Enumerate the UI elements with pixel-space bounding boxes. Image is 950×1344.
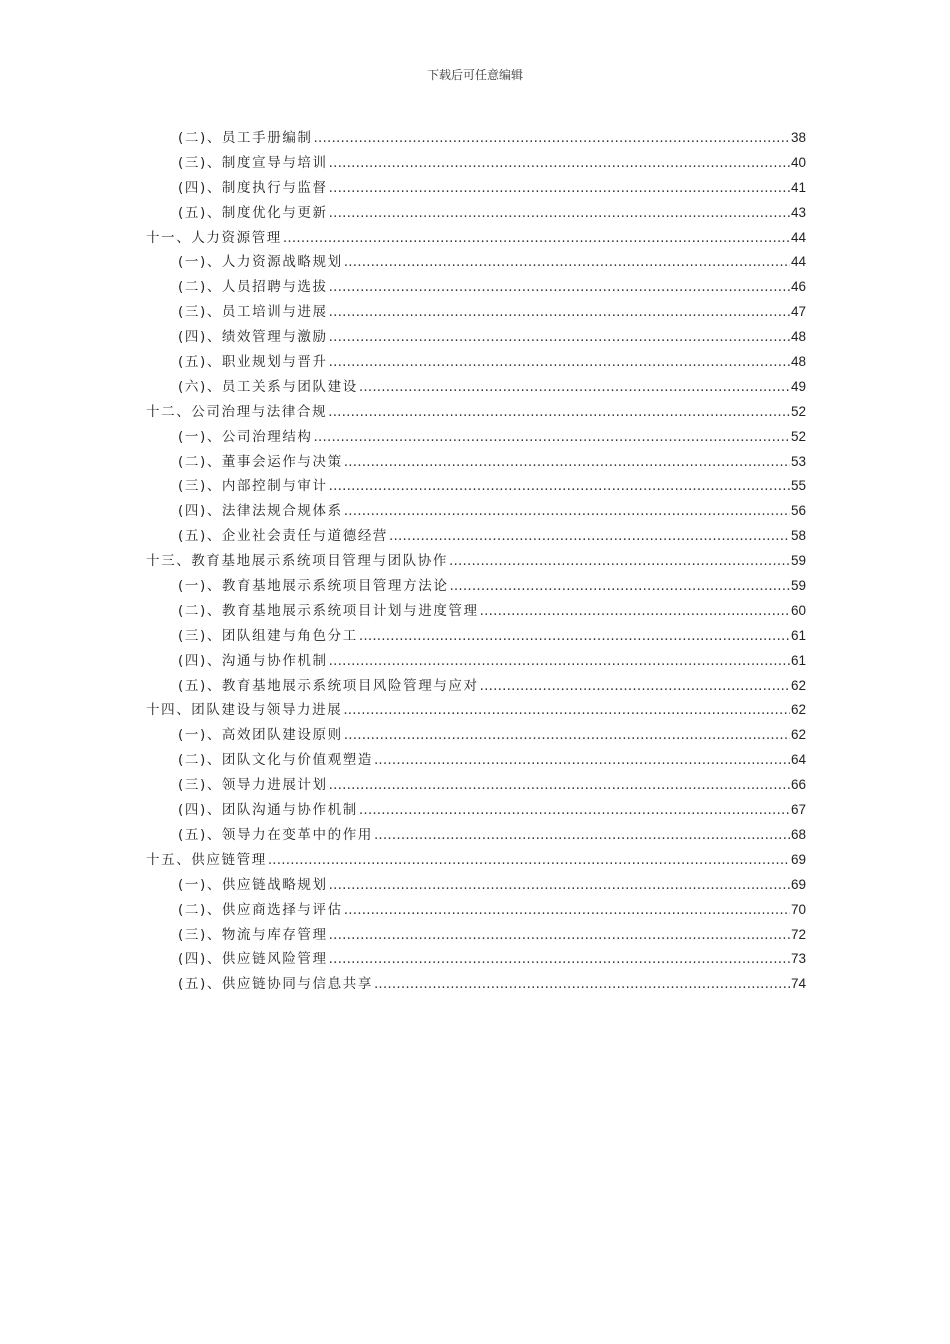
toc-page-number: 74 xyxy=(790,976,806,992)
toc-entry-title: (三)、员工培训与进展 xyxy=(178,304,328,321)
toc-page-number: 70 xyxy=(790,901,806,917)
toc-dot-leader xyxy=(329,300,790,325)
toc-chapter-entry[interactable] xyxy=(146,400,806,425)
toc-section-entry[interactable] xyxy=(178,748,806,773)
toc-dot-leader xyxy=(329,350,790,375)
toc-section-entry[interactable] xyxy=(178,972,806,997)
toc-dot-leader xyxy=(344,898,790,923)
toc-section-entry[interactable] xyxy=(178,300,806,325)
toc-section-entry[interactable] xyxy=(178,425,806,450)
toc-section-entry[interactable] xyxy=(178,873,806,898)
toc-entry-title: (三)、制度宣导与培训 xyxy=(178,154,328,171)
toc-dot-leader xyxy=(449,549,790,574)
toc-entry-title: (五)、领导力在变革中的作用 xyxy=(178,826,373,843)
toc-page-number: 46 xyxy=(790,279,806,295)
toc-entry-title: (二)、教育基地展示系统项目计划与进度管理 xyxy=(178,602,479,619)
toc-page-number: 59 xyxy=(790,553,806,569)
toc-entry-title: 十三、教育基地展示系统项目管理与团队协作 xyxy=(146,553,448,570)
toc-page-number: 62 xyxy=(790,727,806,743)
toc-entry-title: (五)、企业社会责任与道德经营 xyxy=(178,528,389,545)
toc-entry-title: (一)、教育基地展示系统项目管理方法论 xyxy=(178,578,449,595)
toc-entry-title: (四)、制度执行与监督 xyxy=(178,179,328,196)
toc-page-number: 62 xyxy=(790,702,806,718)
toc-section-entry[interactable] xyxy=(178,723,806,748)
toc-page-number: 48 xyxy=(790,329,806,345)
toc-chapter-entry[interactable] xyxy=(146,549,806,574)
toc-dot-leader xyxy=(344,250,790,275)
toc-entry-title: (四)、供应链风险管理 xyxy=(178,951,328,968)
toc-entry-title: (二)、供应商选择与评估 xyxy=(178,901,343,918)
toc-section-entry[interactable] xyxy=(178,250,806,275)
toc-page-number: 49 xyxy=(790,378,806,394)
toc-page-number: 40 xyxy=(790,154,806,170)
toc-entry-title: (六)、员工关系与团队建设 xyxy=(178,378,358,395)
toc-page-number: 68 xyxy=(790,826,806,842)
toc-dot-leader xyxy=(329,151,790,176)
toc-dot-leader xyxy=(329,201,790,226)
toc-dot-leader xyxy=(480,599,790,624)
toc-dot-leader xyxy=(374,972,790,997)
toc-chapter-entry[interactable] xyxy=(146,848,806,873)
toc-dot-leader xyxy=(314,425,790,450)
toc-section-entry[interactable] xyxy=(178,624,806,649)
toc-entry-title: (三)、物流与库存管理 xyxy=(178,926,328,943)
toc-entry-title: (一)、供应链战略规划 xyxy=(178,876,328,893)
toc-dot-leader xyxy=(359,375,790,400)
toc-section-entry[interactable] xyxy=(178,823,806,848)
toc-page-number: 43 xyxy=(790,204,806,220)
toc-dot-leader xyxy=(359,624,790,649)
toc-page-number: 52 xyxy=(790,428,806,444)
toc-page-number: 67 xyxy=(790,802,806,818)
toc-page-number: 61 xyxy=(790,652,806,668)
toc-dot-leader xyxy=(359,798,790,823)
toc-dot-leader xyxy=(329,325,790,350)
toc-dot-leader xyxy=(374,748,790,773)
toc-section-entry[interactable] xyxy=(178,923,806,948)
toc-page-number: 47 xyxy=(790,304,806,320)
toc-entry-title: (四)、绩效管理与激励 xyxy=(178,329,328,346)
toc-dot-leader xyxy=(344,499,790,524)
toc-entry-title: (三)、领导力进展计划 xyxy=(178,777,328,794)
toc-page-number: 60 xyxy=(790,602,806,618)
toc-dot-leader xyxy=(449,574,790,599)
toc-entry-title: (一)、公司治理结构 xyxy=(178,428,313,445)
toc-entry-title: (二)、人员招聘与选拔 xyxy=(178,279,328,296)
toc-dot-leader xyxy=(329,176,790,201)
toc-page-number: 41 xyxy=(790,179,806,195)
toc-page-number: 38 xyxy=(790,130,806,145)
toc-section-entry[interactable] xyxy=(178,649,806,674)
toc-dot-leader xyxy=(374,823,790,848)
toc-dot-leader xyxy=(329,649,790,674)
toc-entry-title: 十二、公司治理与法律合规 xyxy=(146,403,328,420)
toc-entry-title: (四)、沟通与协作机制 xyxy=(178,652,328,669)
toc-page-number: 72 xyxy=(790,926,806,942)
toc-section-entry[interactable] xyxy=(178,325,806,350)
toc-section-entry[interactable] xyxy=(178,275,806,300)
toc-entry-title: 十四、团队建设与领导力进展 xyxy=(146,702,343,719)
toc-section-entry[interactable] xyxy=(178,350,806,375)
toc-section-entry[interactable] xyxy=(178,450,806,475)
toc-dot-leader xyxy=(314,126,790,151)
toc-section-entry[interactable] xyxy=(178,798,806,823)
toc-dot-leader xyxy=(329,275,790,300)
toc-dot-leader xyxy=(344,723,790,748)
table-of-contents xyxy=(0,126,950,997)
toc-dot-leader xyxy=(389,524,790,549)
toc-entry-title: (一)、高效团队建设原则 xyxy=(178,727,343,744)
toc-section-entry[interactable] xyxy=(178,574,806,599)
page-header: 下载后可任意编辑 xyxy=(426,68,523,82)
toc-page-number: 48 xyxy=(790,354,806,370)
toc-entry-title: (三)、内部控制与审计 xyxy=(178,478,328,495)
toc-entry-title: (二)、董事会运作与决策 xyxy=(178,453,343,470)
toc-page-number: 59 xyxy=(790,578,806,594)
toc-dot-leader xyxy=(480,674,790,699)
toc-entry-title: (二)、员工手册编制 xyxy=(178,130,313,146)
toc-entry-title: (五)、供应链协同与信息共享 xyxy=(178,976,373,993)
toc-section-entry[interactable] xyxy=(178,201,806,226)
toc-page-number: 69 xyxy=(790,876,806,892)
toc-page-number: 44 xyxy=(790,254,806,270)
toc-page-number: 58 xyxy=(790,528,806,544)
toc-section-entry[interactable] xyxy=(178,176,806,201)
toc-entry-title: 十五、供应链管理 xyxy=(146,851,267,868)
toc-page-number: 52 xyxy=(790,403,806,419)
toc-section-entry[interactable] xyxy=(178,773,806,798)
toc-section-entry[interactable] xyxy=(178,524,806,549)
toc-section-entry[interactable] xyxy=(178,126,806,151)
toc-dot-leader xyxy=(329,773,790,798)
toc-dot-leader xyxy=(329,873,790,898)
toc-dot-leader xyxy=(329,923,790,948)
toc-entry-title: (四)、团队沟通与协作机制 xyxy=(178,802,358,819)
toc-entry-title: (四)、法律法规合规体系 xyxy=(178,503,343,520)
toc-section-entry[interactable] xyxy=(178,375,806,400)
toc-dot-leader xyxy=(343,698,790,723)
toc-dot-leader xyxy=(344,450,790,475)
toc-page-number: 66 xyxy=(790,777,806,793)
toc-page-number: 44 xyxy=(790,229,806,245)
toc-page-number: 69 xyxy=(790,851,806,867)
toc-section-entry[interactable] xyxy=(178,499,806,524)
toc-section-entry[interactable] xyxy=(178,599,806,624)
toc-page-number: 73 xyxy=(790,951,806,967)
toc-chapter-entry[interactable] xyxy=(146,698,806,723)
toc-page-number: 64 xyxy=(790,752,806,768)
toc-entry-title: 十一、人力资源管理 xyxy=(146,229,282,246)
toc-chapter-entry[interactable] xyxy=(146,226,806,251)
toc-page-number: 56 xyxy=(790,503,806,519)
toc-entry-title: (二)、团队文化与价值观塑造 xyxy=(178,752,373,769)
toc-dot-leader xyxy=(329,947,790,972)
toc-section-entry[interactable] xyxy=(178,674,806,699)
toc-entry-title: (五)、教育基地展示系统项目风险管理与应对 xyxy=(178,677,479,694)
toc-section-entry[interactable] xyxy=(178,474,806,499)
toc-section-entry[interactable] xyxy=(178,947,806,972)
toc-dot-leader xyxy=(268,848,790,873)
toc-page-number: 62 xyxy=(790,677,806,693)
toc-section-entry[interactable] xyxy=(178,151,806,176)
toc-dot-leader xyxy=(328,400,790,425)
toc-page-number: 53 xyxy=(790,453,806,469)
toc-entry-title: (一)、人力资源战略规划 xyxy=(178,254,343,271)
toc-dot-leader xyxy=(283,226,790,251)
toc-section-entry[interactable] xyxy=(178,898,806,923)
toc-dot-leader xyxy=(329,474,790,499)
toc-page-number: 61 xyxy=(790,627,806,643)
toc-entry-title: (五)、职业规划与晋升 xyxy=(178,354,328,371)
toc-page-number: 55 xyxy=(790,478,806,494)
toc-entry-title: (五)、制度优化与更新 xyxy=(178,204,328,221)
toc-entry-title: (三)、团队组建与角色分工 xyxy=(178,627,358,644)
